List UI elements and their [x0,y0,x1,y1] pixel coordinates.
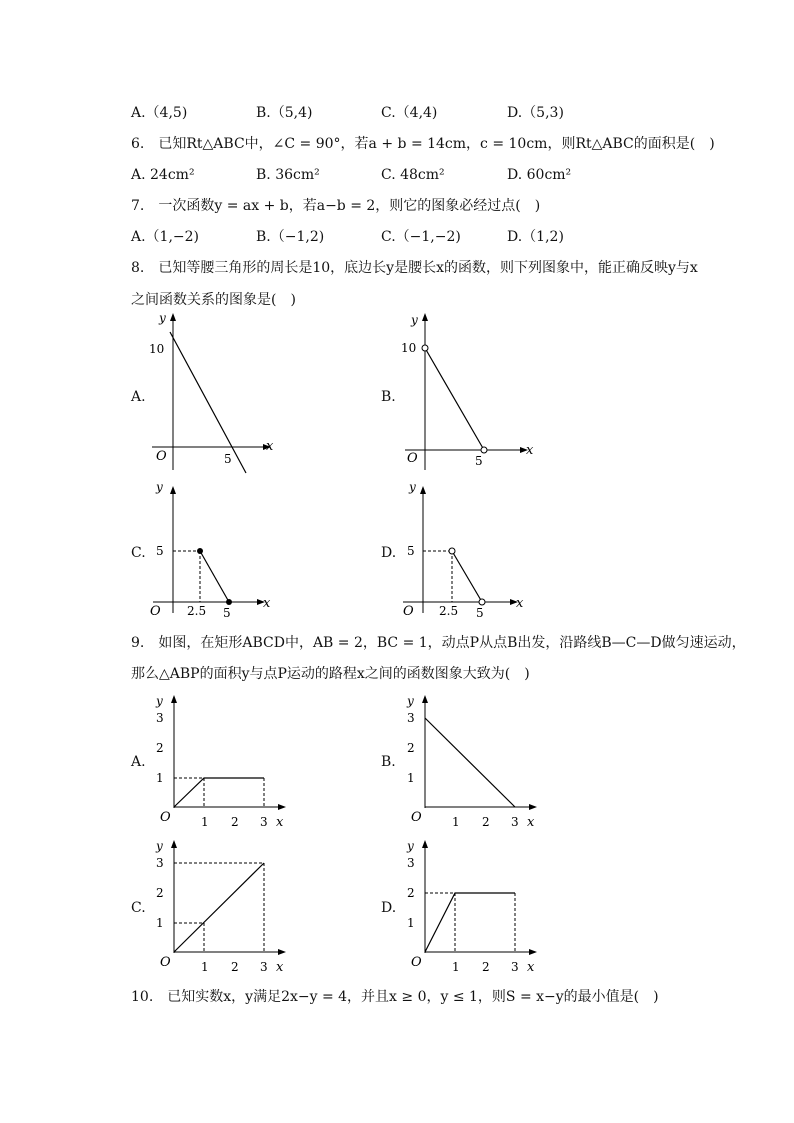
q6-option-a[interactable]: A. 24cm² [131,167,195,183]
tick-y-2: 2 [407,886,415,900]
origin-label: O [160,955,171,970]
origin-label: O [150,604,161,619]
tick-5: 5 [475,454,483,468]
graph-line [200,551,229,602]
q8-graph-c [145,478,275,623]
graph-line [425,893,515,952]
origin-label: O [407,451,418,466]
q9-graph-c [150,835,295,975]
y-axis-label: y [411,313,418,327]
y-axis-arrow-icon [422,313,428,321]
y-axis-arrow-icon [422,840,428,848]
tick-y-3: 3 [156,856,164,870]
y-axis-arrow-icon [170,486,176,494]
q6-option-d[interactable]: D. 60cm² [507,167,572,183]
q10-question: 10. 已知实数x，y满足2x−y = 4，并且x ≥ 0，y ≤ 1，则S = x−y的最小值是( ) [131,989,659,1005]
x-axis-arrow-icon [278,949,286,955]
q5-option-d[interactable]: D.（5,3) [507,105,564,121]
tick-x-3: 3 [260,960,268,974]
origin-label: O [403,604,414,619]
tick-y-2: 2 [407,741,415,755]
y-axis-arrow-icon [171,840,177,848]
y-axis-label: y [409,480,416,494]
y-axis-arrow-icon [171,695,177,703]
tick-5: 5 [407,544,415,558]
tick-2-5: 2.5 [439,604,459,618]
tick-x-3: 3 [511,815,519,829]
open-point-icon [422,345,428,351]
tick-x-2: 2 [482,960,490,974]
y-axis-label: y [156,839,163,853]
tick-5: 5 [224,452,232,466]
q7-option-b[interactable]: B.（−1,2) [256,229,325,245]
q8-label-b[interactable]: B. [381,389,396,405]
tick-y-1: 1 [407,771,415,785]
graph-line [452,551,482,602]
q8-question-line2: 之间函数关系的图象是( ) [131,292,296,308]
x-axis-label: x [266,439,274,454]
x-axis-label: x [263,596,271,611]
x-axis-label: x [516,596,524,611]
q9-graph-d [401,835,546,975]
tick-y-2: 2 [156,741,164,755]
q9-label-a[interactable]: A. [131,754,146,770]
open-point-icon [479,599,485,605]
origin-label: O [156,449,167,464]
q8-graph-b [395,310,545,480]
y-axis-arrow-icon [420,486,426,494]
x-axis-label: x [276,960,284,975]
tick-x-1: 1 [452,960,460,974]
x-axis-label: x [527,960,535,975]
x-axis-label: x [527,815,535,830]
y-axis-label: y [407,694,414,708]
q9-label-d[interactable]: D. [381,900,397,916]
tick-x-1: 1 [201,960,209,974]
tick-x-1: 1 [201,815,209,829]
tick-y-1: 1 [407,916,415,930]
tick-10: 10 [401,341,417,355]
q7-question: 7. 一次函数y = ax + b，若a−b = 2，则它的图象必经过点( ) [131,198,541,214]
tick-x-2: 2 [231,960,239,974]
q8-graph-d [398,478,528,623]
x-axis-arrow-icon [529,949,537,955]
tick-y-3: 3 [407,711,415,725]
tick-x-1: 1 [452,815,460,829]
x-axis-arrow-icon [278,804,286,810]
q7-option-c[interactable]: C.（−1,−2) [381,229,461,245]
q8-question-line1: 8. 已知等腰三角形的周长是10，底边长y是腰长x的函数，则下列图象中，能正确反映y与x [131,260,698,276]
y-axis-label: y [156,694,163,708]
graph-line [174,778,264,807]
q9-label-c[interactable]: C. [131,900,146,916]
y-axis-arrow-icon [170,313,176,321]
graph-line [425,348,484,450]
tick-y-1: 1 [156,916,164,930]
graph-line [425,718,515,807]
q9-question-line2: 那么△ABP的面积y与点P运动的路程x之间的函数图象大致为( ) [131,666,530,682]
tick-y-2: 2 [156,886,164,900]
q8-label-c[interactable]: C. [131,545,146,561]
q9-graph-b [401,690,546,830]
tick-x-3: 3 [511,960,519,974]
open-point-icon [449,548,455,554]
tick-2-5: 2.5 [187,604,207,618]
q6-question: 6. 已知Rt△ABC中，∠C = 90°，若a + b = 14cm，c = 10cm，则Rt△ABC的面积是( ) [131,136,715,152]
graph-line [170,332,246,473]
tick-5-x: 5 [223,606,231,620]
q6-option-c[interactable]: C. 48cm² [381,167,445,183]
q8-label-d[interactable]: D. [381,545,397,561]
q8-label-a[interactable]: A. [131,389,146,405]
q6-option-b[interactable]: B. 36cm² [256,167,320,183]
q5-option-c[interactable]: C.（4,4) [381,105,438,121]
tick-x-2: 2 [482,815,490,829]
tick-10: 10 [149,342,165,356]
y-axis-label: y [407,839,414,853]
closed-point-icon [197,548,203,554]
q8-graph-a [140,310,290,480]
graph-line [174,863,264,952]
origin-label: O [411,810,422,825]
x-axis-label: x [526,443,534,458]
q5-option-b[interactable]: B.（5,4) [256,105,313,121]
origin-label: O [160,810,171,825]
x-axis-arrow-icon [529,804,537,810]
q7-option-a[interactable]: A.（1,−2) [131,229,200,245]
tick-y-1: 1 [156,771,164,785]
q9-question-line1: 9. 如图，在矩形ABCD中，AB = 2，BC = 1，动点P从点B出发，沿路线B—C—D做匀速运动， [131,635,746,651]
q9-label-b[interactable]: B. [381,754,396,770]
x-axis-label: x [276,815,284,830]
y-axis-arrow-icon [422,695,428,703]
y-axis-label: y [156,480,163,494]
tick-y-3: 3 [156,711,164,725]
origin-label: O [411,955,422,970]
tick-y-3: 3 [407,856,415,870]
q9-graph-a [150,690,295,830]
tick-x-2: 2 [231,815,239,829]
q5-option-a[interactable]: A.（4,5) [131,105,188,121]
tick-5-x: 5 [476,606,484,620]
tick-5: 5 [156,544,164,558]
tick-x-3: 3 [260,815,268,829]
closed-point-icon [226,599,232,605]
open-point-icon [481,447,487,453]
q7-option-d[interactable]: D.（1,2) [507,229,564,245]
y-axis-label: y [159,311,166,325]
